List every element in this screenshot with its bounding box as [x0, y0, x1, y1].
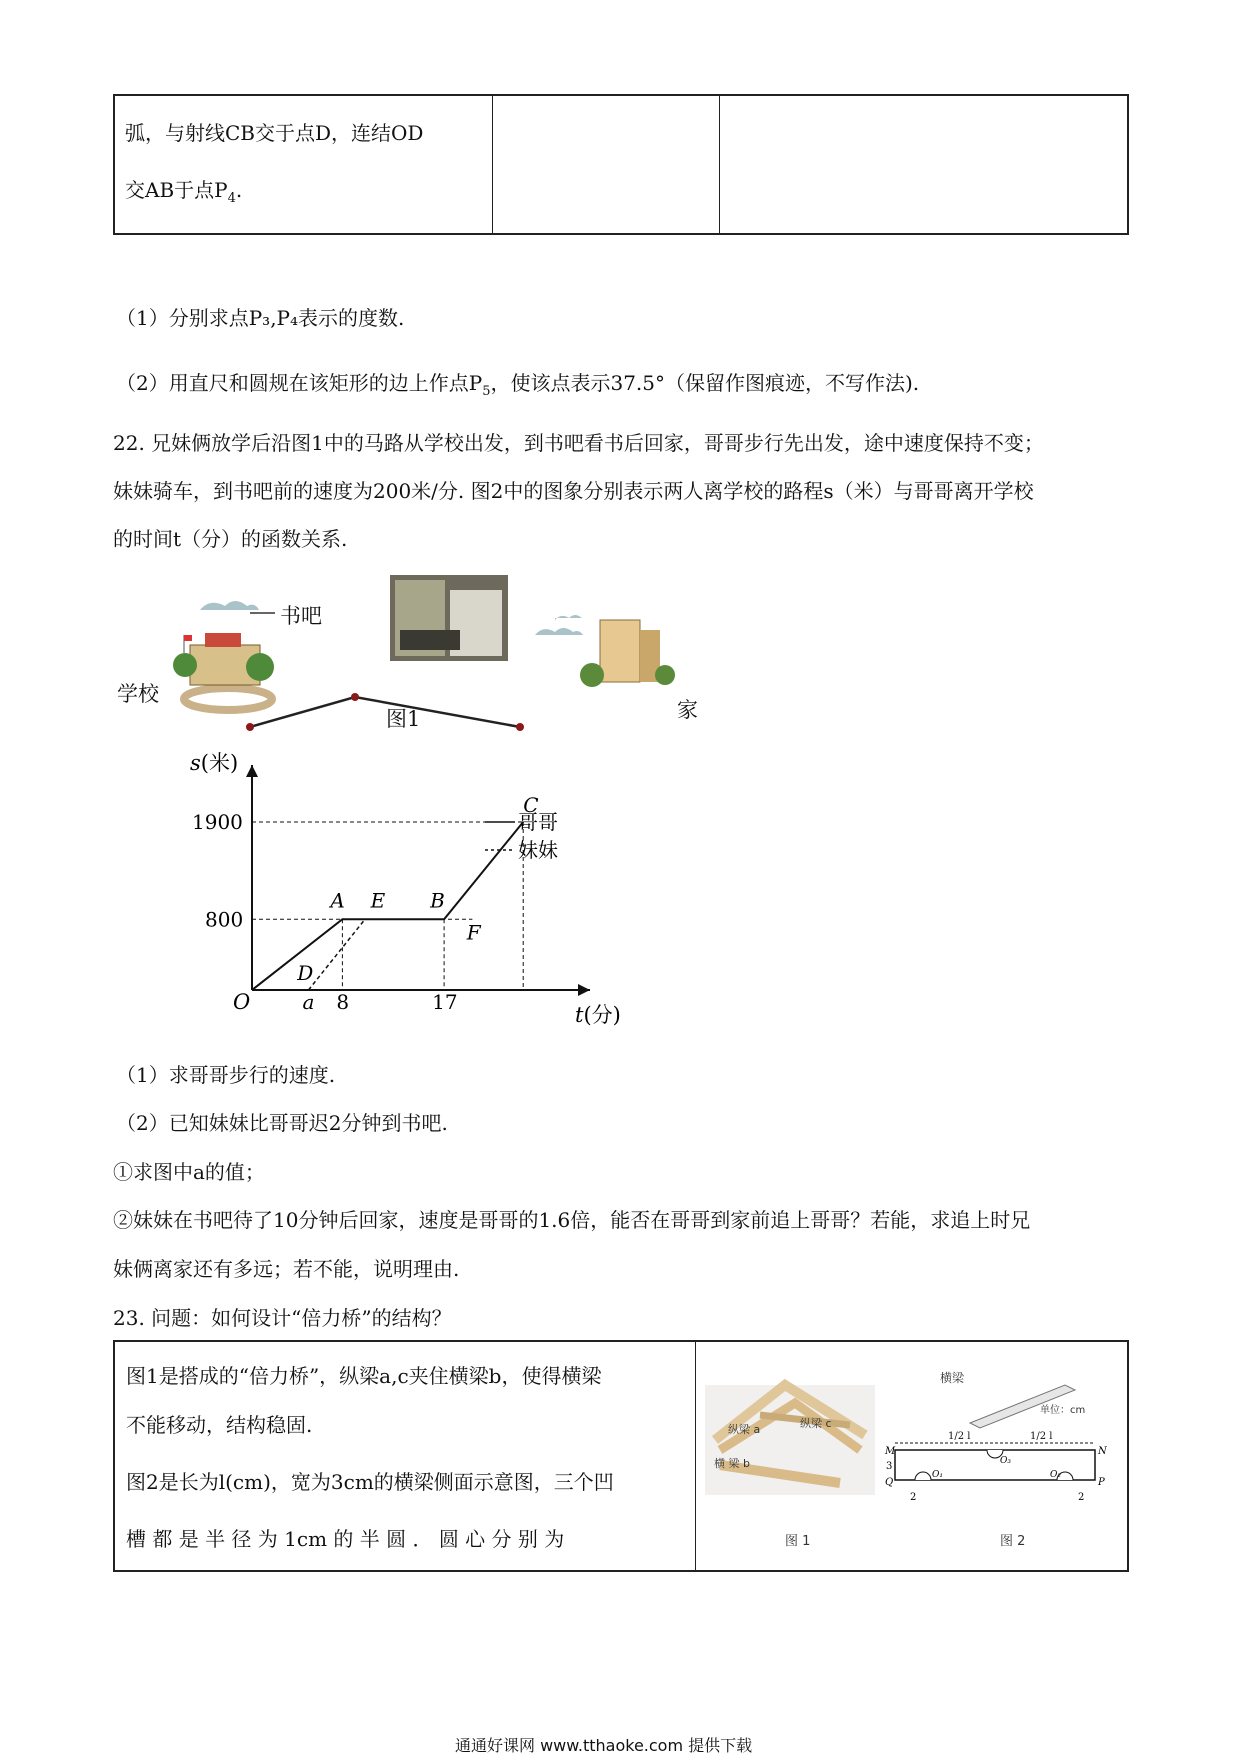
y-axis-label: s(米) [190, 751, 239, 775]
origin-label: O [233, 990, 251, 1014]
svg-text:2: 2 [1078, 1492, 1085, 1503]
svg-text:2: 2 [910, 1492, 917, 1503]
distance-time-chart [180, 750, 660, 1040]
table-cell-line2: 交AB于点$P_4$. [125, 178, 243, 206]
q22-line1: 22. 兄妹俩放学后沿图1中的马路从学校出发，到书吧看书后回家，哥哥步行先出发，途中速度保持不变； [113, 431, 1044, 455]
series-line-brother [252, 822, 523, 990]
home-icon [580, 620, 675, 687]
svg-text:1/2 l: 1/2 l [1030, 1431, 1053, 1442]
table-divider [695, 1342, 696, 1570]
label-bookbar: 书吧 [280, 604, 322, 628]
svg-text:M: M [885, 1446, 896, 1457]
x-tick-label: 17 [432, 990, 458, 1014]
svg-text:1/2 l: 1/2 l [948, 1431, 971, 1442]
point-label: F [466, 920, 481, 945]
table-divider [719, 96, 720, 233]
label-school: 学校 [117, 682, 159, 706]
beam-schematic [884, 1370, 1108, 1503]
point-label: A [330, 888, 345, 913]
legend-label-sister: 妹妹 [518, 838, 558, 862]
label-home: 家 [677, 698, 698, 722]
q21-part1: （1）分别求点P₃,P₄表示的度数. [116, 306, 405, 330]
cloud-icon [555, 615, 582, 620]
point-label: C [523, 793, 539, 817]
bridge-figures [700, 1355, 1120, 1560]
x-tick-label: 8 [336, 990, 350, 1014]
bridge-fig2-caption: 图 2 [1000, 1534, 1026, 1549]
table-cell-line1: 弧，与射线CB交于点D，连结OD [125, 121, 424, 145]
figure1-caption: 图1 [386, 707, 421, 731]
road-line [250, 697, 520, 727]
bridge-fig1-caption: 图 1 [785, 1534, 811, 1549]
series-line-sister [309, 919, 366, 990]
legend-label-brother: 哥哥 [518, 810, 558, 834]
svg-text:横梁: 横梁 [940, 1371, 965, 1385]
q23-cell-line1: 图1是搭成的“倍力桥”，纵梁a,c夹住横梁b，使得横梁 [126, 1364, 602, 1388]
point-label: E [370, 888, 386, 913]
q21-part2: （2）用直尺和圆规在该矩形的边上作点$P_5$，使该点表示37.5°（保留作图痕迹，不写作法). [116, 371, 920, 399]
q22-part2-2-line1: ②妹妹在书吧待了10分钟后回家，速度是哥哥的1.6倍，能否在哥哥到家前追上哥哥？若能，求追上时兄 [113, 1208, 1031, 1232]
top-table [113, 94, 1129, 235]
svg-text:O₁: O₁ [932, 1470, 943, 1480]
svg-text:N: N [1098, 1446, 1107, 1457]
svg-text:O₂: O₂ [1050, 1470, 1061, 1480]
q23-cell-line3: 图2是长为l(cm)，宽为3cm的横梁侧面示意图，三个凹 [126, 1470, 614, 1494]
q23-title: 23. 问题：如何设计“倍力桥”的结构？ [113, 1306, 452, 1330]
y-tick-label: 800 [205, 907, 244, 932]
school-icon [173, 633, 274, 710]
svg-text:Q: Q [885, 1477, 894, 1488]
point-label: D [297, 961, 314, 985]
x-axis-label: t(分) [575, 1003, 621, 1027]
q22-part1: （1）求哥哥步行的速度. [116, 1063, 336, 1087]
footer-text: 通通好课网 www.tthaoke.com 提供下载 [455, 1736, 753, 1755]
q22-part2-1: ①求图中a的值； [113, 1160, 265, 1184]
svg-text:3: 3 [886, 1461, 893, 1472]
q23-cell-line2: 不能移动，结构稳固. [126, 1413, 313, 1437]
svg-text:纵梁 a: 纵梁 a [728, 1423, 761, 1436]
bridge-photo [705, 1385, 875, 1495]
q22-part2-2-line2: 妹俩离家还有多远；若不能，说明理由. [113, 1257, 460, 1281]
svg-text:横 梁 b: 横 梁 b [714, 1457, 750, 1470]
bookbar-photo [390, 575, 508, 661]
y-tick-label: 1900 [192, 810, 243, 834]
cloud-icon [535, 628, 583, 635]
q22-line2: 妹妹骑车，到书吧前的速度为200米/分. 图2中的图象分别表示两人离学校的路程s（米）与哥哥离开学校 [113, 479, 1034, 503]
svg-text:纵梁 c: 纵梁 c [800, 1417, 832, 1430]
q22-part2: （2）已知妹妹比哥哥迟2分钟到书吧. [116, 1111, 448, 1135]
point-label: B [430, 888, 445, 913]
svg-text:P: P [1098, 1477, 1105, 1488]
svg-text:单位：cm: 单位：cm [1040, 1405, 1086, 1416]
q22-line3: 的时间t（分）的函数关系. [113, 527, 348, 551]
cloud-icon [200, 601, 259, 610]
q23-cell-line4: 槽 都 是 半 径 为 1cm 的 半 圆 ． 圆 心 分 别 为 [126, 1527, 565, 1551]
svg-text:O₃: O₃ [1000, 1456, 1011, 1466]
x-tick-label: a [302, 990, 315, 1014]
table-divider [492, 96, 493, 233]
